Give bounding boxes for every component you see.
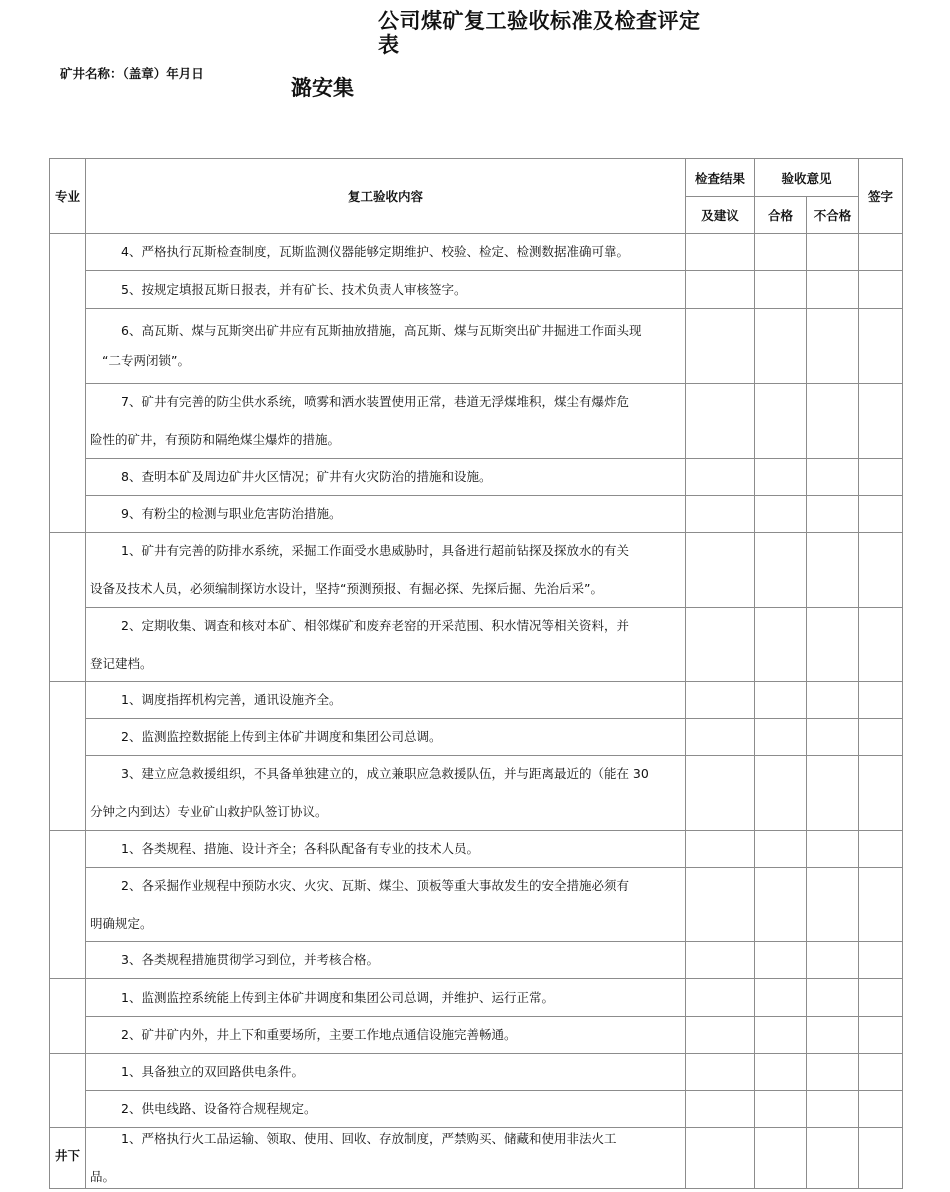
item-text: 3、各类规程措施贯彻学习到位，并考核合格。 [121,952,379,967]
item-text: 9、有粉尘的检测与职业危害防治措施。 [121,506,342,521]
item-text: 1、调度指挥机构完善，通讯设施齐全。 [121,692,342,707]
item-text: 2、定期收集、调查和核对本矿、相邻煤矿和废弃老窑的开采范围、积水情况等相关资料，并 [121,617,629,633]
pass-cell[interactable] [755,608,807,682]
fail-cell[interactable] [807,271,859,309]
content-cell [86,1054,686,1091]
pass-cell[interactable] [755,979,807,1017]
fail-cell[interactable] [807,1128,859,1189]
fail-cell[interactable] [807,831,859,868]
profession-cell [50,979,86,1054]
table-row [50,979,903,1017]
pass-cell[interactable] [755,942,807,979]
table-row [50,496,903,533]
header-fail: 不合格 [807,197,859,234]
sign-cell[interactable] [859,719,903,756]
pass-cell[interactable] [755,1054,807,1091]
pass-cell[interactable] [755,719,807,756]
fail-cell[interactable] [807,979,859,1017]
item-text: 2、供电线路、设备符合规程规定。 [121,1101,317,1116]
sign-cell[interactable] [859,831,903,868]
pass-cell[interactable] [755,533,807,608]
item-text: 6、高瓦斯、煤与瓦斯突出矿井应有瓦斯抽放措施，高瓦斯、煤与瓦斯突出矿井掘进工作面头现 [121,323,642,338]
item-text-continued: 险性的矿井，有预防和隔绝煤尘爆炸的措施。 [90,432,341,447]
pass-cell[interactable] [755,384,807,459]
table-row [50,608,903,682]
pass-cell[interactable] [755,868,807,942]
sign-cell[interactable] [859,1128,903,1189]
item-text-continued: 品。 [90,1169,116,1184]
content-cell [86,1128,686,1189]
item-text: 4、严格执行瓦斯检查制度，瓦斯监测仪器能够定期维护、校验、检定、检测数据准确可靠。 [121,244,629,259]
header-result-line1: 检查结果 [686,159,755,197]
pass-cell[interactable] [755,496,807,533]
fail-cell[interactable] [807,1054,859,1091]
sign-cell[interactable] [859,682,903,719]
table-row [50,309,903,384]
table-row [50,1017,903,1054]
sign-cell[interactable] [859,608,903,682]
sign-cell[interactable] [859,234,903,271]
content-cell [86,831,686,868]
sign-cell[interactable] [859,1054,903,1091]
result-cell[interactable] [686,682,755,719]
sign-cell[interactable] [859,1091,903,1128]
fail-cell[interactable] [807,608,859,682]
table-row [50,868,903,942]
fail-cell[interactable] [807,384,859,459]
content-cell [86,756,686,831]
table-row [50,1091,903,1128]
content-cell [86,608,686,682]
result-cell[interactable] [686,459,755,496]
table-row [50,1054,903,1091]
table-row [50,384,903,459]
content-cell [86,533,686,608]
result-cell[interactable] [686,1128,755,1189]
header-profession: 专业 [50,159,86,234]
content-cell [86,459,686,496]
table-row [50,459,903,496]
result-cell[interactable] [686,1091,755,1128]
sign-cell[interactable] [859,1017,903,1054]
fail-cell[interactable] [807,234,859,271]
result-cell[interactable] [686,1017,755,1054]
fail-cell[interactable] [807,309,859,384]
pass-cell[interactable] [755,459,807,496]
profession-cell: 井下 [50,1128,86,1189]
pass-cell[interactable] [755,1128,807,1189]
mine-name-label: 矿井名称：（盖章）年月日 [60,66,204,81]
sign-cell[interactable] [859,309,903,384]
item-text-continued: 登记建档。 [90,655,153,671]
table-row [50,271,903,309]
sign-cell[interactable] [859,533,903,608]
item-text: 5、按规定填报瓦斯日报表，并有矿长、技术负责人审核签字。 [121,281,467,297]
document-title: 公司煤矿复工验收标准及检查评定表 [378,9,701,57]
content-cell [86,719,686,756]
sign-cell[interactable] [859,868,903,942]
table-row [50,942,903,979]
item-text: 1、具备独立的双回路供电条件。 [121,1064,304,1079]
item-text: 1、严格执行火工品运输、领取、使用、回收、存放制度，严禁购买、储藏和使用非法火工 [121,1131,617,1146]
fail-cell[interactable] [807,868,859,942]
table-row [50,234,903,271]
profession-cell [50,682,86,831]
content-cell [86,309,686,384]
result-cell[interactable] [686,831,755,868]
fail-cell[interactable] [807,1091,859,1128]
content-cell [86,1091,686,1128]
item-text: 1、各类规程、措施、设计齐全；各科队配备有专业的技术人员。 [121,841,479,856]
sign-cell[interactable] [859,496,903,533]
sign-cell[interactable] [859,756,903,831]
item-text: 1、矿井有完善的防排水系统，采掘工作面受水患威胁时，具备进行超前钻探及探放水的有关 [121,543,629,558]
result-cell[interactable] [686,309,755,384]
sign-cell[interactable] [859,979,903,1017]
result-cell[interactable] [686,384,755,459]
pass-cell[interactable] [755,234,807,271]
content-cell [86,234,686,271]
pass-cell[interactable] [755,309,807,384]
item-text: 1、监测监控系统能上传到主体矿井调度和集团公司总调，并维护、运行正常。 [121,989,554,1005]
header-opinion: 验收意见 [755,159,859,197]
table-row [50,1128,903,1189]
profession-cell [50,533,86,682]
pass-cell[interactable] [755,1017,807,1054]
sign-cell[interactable] [859,459,903,496]
sign-cell[interactable] [859,384,903,459]
content-cell [86,496,686,533]
company-name: 潞安集 [291,76,354,100]
item-text: 7、矿井有完善的防尘供水系统，喷雾和洒水装置使用正常，巷道无浮煤堆积，煤尘有爆炸危 [121,394,629,409]
pass-cell[interactable] [755,271,807,309]
pass-cell[interactable] [755,1091,807,1128]
header-sign: 签字 [859,159,903,234]
content-cell [86,979,686,1017]
fail-cell[interactable] [807,496,859,533]
content-cell [86,384,686,459]
content-cell [86,1017,686,1054]
item-text-continued: 设备及技术人员，必须编制探访水设计，坚持“预测预报、有掘必探、先探后掘、先治后采”。 [90,581,603,596]
item-text: 2、矿井矿内外，井上下和重要场所，主要工作地点通信设施完善畅通。 [121,1027,517,1042]
header-pass: 合格 [755,197,807,234]
profession-cell [50,1054,86,1128]
content-cell [86,868,686,942]
fail-cell[interactable] [807,682,859,719]
inspection-table [49,158,903,1189]
fail-cell[interactable] [807,756,859,831]
profession-cell [50,831,86,979]
fail-cell[interactable] [807,719,859,756]
fail-cell[interactable] [807,533,859,608]
content-cell [86,271,686,309]
result-cell[interactable] [686,979,755,1017]
item-text-extra: “二专两闭锁”。 [102,353,190,368]
result-cell[interactable] [686,234,755,271]
item-text: 3、建立应急救援组织，不具备单独建立的，成立兼职应急救援队伍，并与距离最近的（能在 30 [121,766,649,781]
profession-cell [50,234,86,533]
result-cell[interactable] [686,533,755,608]
result-cell[interactable] [686,496,755,533]
pass-cell[interactable] [755,756,807,831]
sign-cell[interactable] [859,942,903,979]
result-cell[interactable] [686,868,755,942]
content-cell [86,942,686,979]
pass-cell[interactable] [755,831,807,868]
item-text: 8、查明本矿及周边矿井火区情况；矿井有火灾防治的措施和设施。 [121,469,492,484]
result-cell[interactable] [686,942,755,979]
table-row [50,756,903,831]
sign-cell[interactable] [859,271,903,309]
table-row [50,831,903,868]
item-text: 2、监测监控数据能上传到主体矿井调度和集团公司总调。 [121,729,442,744]
result-cell[interactable] [686,756,755,831]
header-content: 复工验收内容 [86,159,686,234]
result-cell[interactable] [686,719,755,756]
table-row [50,533,903,608]
header-result-line2: 及建议 [686,197,755,234]
item-text-continued: 分钟之内到达）专业矿山救护队签订协议。 [90,804,328,819]
fail-cell[interactable] [807,459,859,496]
fail-cell[interactable] [807,942,859,979]
pass-cell[interactable] [755,682,807,719]
item-text: 2、各采掘作业规程中预防水灾、火灾、瓦斯、煤尘、顶板等重大事故发生的安全措施必须有 [121,877,629,893]
result-cell[interactable] [686,1054,755,1091]
result-cell[interactable] [686,608,755,682]
item-text-continued: 明确规定。 [90,915,153,931]
table-row [50,682,903,719]
content-cell [86,682,686,719]
fail-cell[interactable] [807,1017,859,1054]
table-row [50,719,903,756]
result-cell[interactable] [686,271,755,309]
